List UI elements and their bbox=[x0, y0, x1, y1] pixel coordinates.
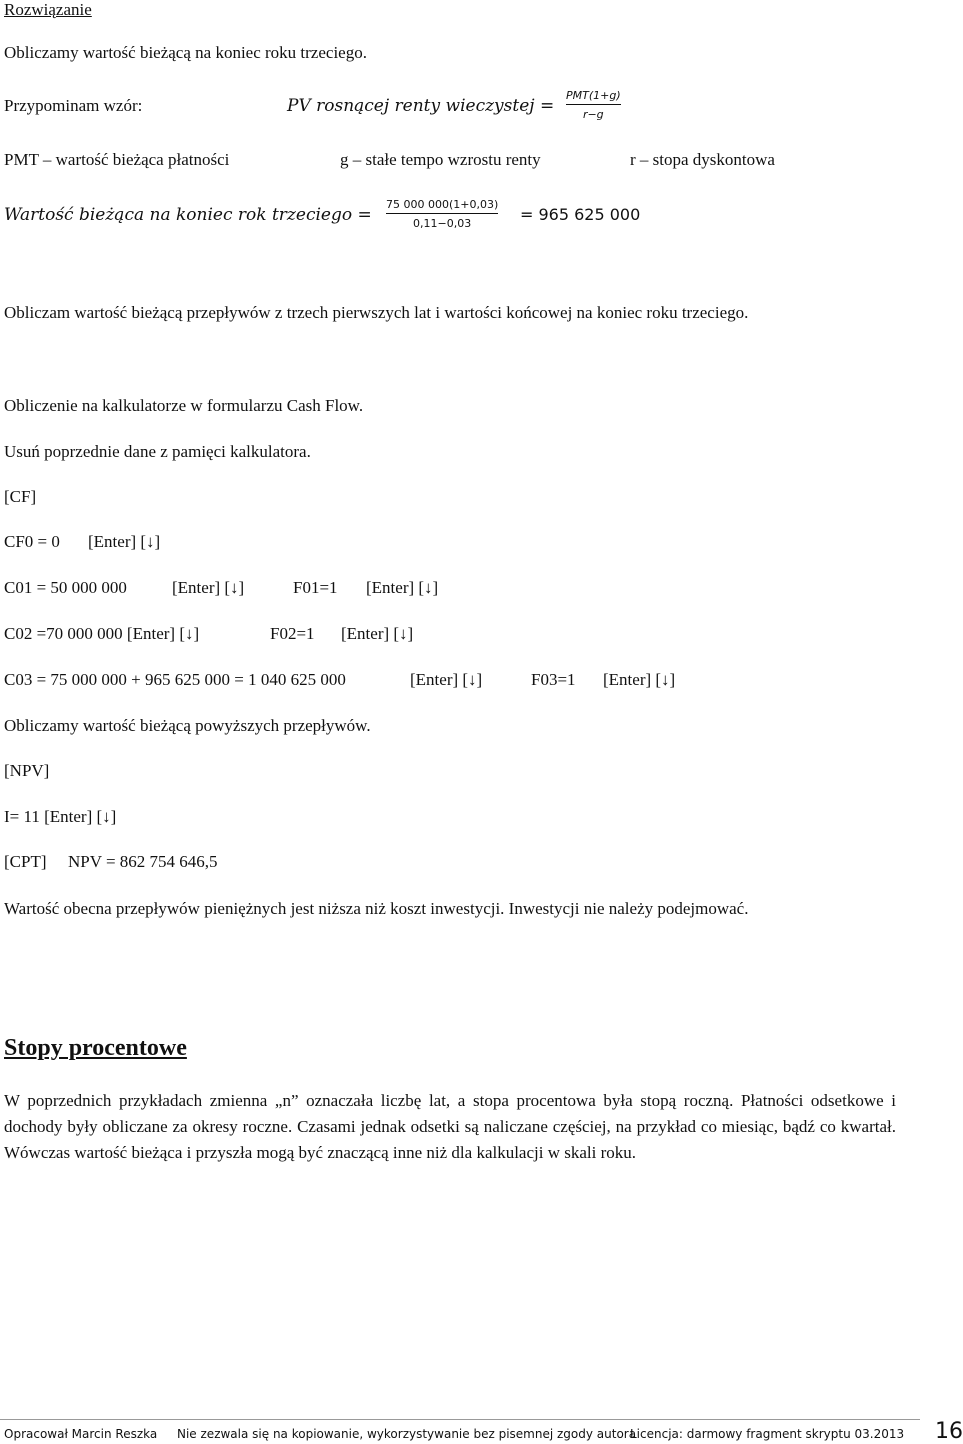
f01-value: F01=1 bbox=[293, 578, 338, 597]
formula2-fraction bbox=[386, 198, 498, 230]
clear-memory-note: Usuń poprzednie dane z pamięci kalkulatora. bbox=[4, 442, 311, 461]
formula1-fraction bbox=[566, 89, 621, 121]
f02-keys: [Enter] [↓] bbox=[341, 624, 414, 643]
c03-keys: [Enter] [↓] bbox=[410, 670, 483, 689]
fraction-bar bbox=[566, 104, 621, 105]
fraction-bar bbox=[386, 213, 498, 214]
formula2-lhs: Wartość bieżąca na koniec rok trzeciego = bbox=[4, 205, 372, 225]
c03-value: C03 = 75 000 000 + 965 625 000 = 1 040 625 000 bbox=[4, 670, 346, 689]
cf0-keys: [Enter] [↓] bbox=[88, 532, 161, 551]
formula1-prefix: Przypominam wzór: bbox=[4, 96, 143, 115]
npv-key: [NPV] bbox=[4, 761, 50, 780]
formula1-denominator: r−g bbox=[582, 108, 604, 121]
conclusion: Wartość obecna przepływów pieniężnych jest niższa niż koszt inwestycji. Inwestycji nie należy podejmować. bbox=[4, 899, 749, 918]
formula1-lhs: PV rosnącej renty wieczystej = bbox=[287, 96, 555, 116]
section-title: Rozwiązanie bbox=[4, 0, 92, 19]
cf-key: [CF] bbox=[4, 487, 37, 506]
c02-value: C02 =70 000 000 [Enter] [↓] bbox=[4, 624, 200, 643]
formula1-numerator: PMT(1+g) bbox=[566, 89, 621, 102]
rate-input: I= 11 [Enter] [↓] bbox=[4, 807, 117, 826]
formula2-denominator: 0,11−0,03 bbox=[413, 217, 472, 230]
footer-license: Licencja: darmowy fragment skryptu 03.2013 bbox=[630, 1427, 905, 1441]
footer-notice: Nie zezwala się na kopiowanie, wykorzystywanie bez pisemnej zgody autora bbox=[177, 1427, 637, 1441]
calculator-note: Obliczenie na kalkulatorze w formularzu Cash Flow. bbox=[4, 396, 364, 415]
cf0-value: CF0 = 0 bbox=[4, 532, 60, 551]
footer-rule bbox=[0, 1419, 920, 1420]
cpt-key: [CPT] bbox=[4, 852, 47, 871]
section-heading: Stopy procentowe bbox=[4, 1035, 187, 1061]
compute-note: Obliczamy wartość bieżącą powyższych przepływów. bbox=[4, 716, 371, 735]
footer-author: Opracował Marcin Reszka bbox=[4, 1427, 158, 1441]
formula2-result: = 965 625 000 bbox=[520, 205, 641, 224]
npv-result: NPV = 862 754 646,5 bbox=[68, 852, 218, 871]
pv-description: Obliczam wartość bieżącą przepływów z trzech pierwszych lat i wartości końcowej na koniec roku trzeciego. bbox=[4, 303, 749, 322]
f01-keys: [Enter] [↓] bbox=[366, 578, 439, 597]
c01-keys: [Enter] [↓] bbox=[172, 578, 245, 597]
f03-value: F03=1 bbox=[531, 670, 576, 689]
page-number: 16 bbox=[935, 1419, 963, 1444]
f02-value: F02=1 bbox=[270, 624, 315, 643]
formula2-numerator: 75 000 000(1+0,03) bbox=[386, 198, 499, 211]
legend-g: g – stałe tempo wzrostu renty bbox=[340, 150, 541, 169]
paragraph: W poprzednich przykładach zmienna „n” oznaczała liczbę lat, a stopa procentowa była stopą roczną. Płatności odsetkowe i dochody były obliczane za okresy roczne. Czasami jednak odsetki są naliczane częściej, na przykład co miesiąc, bądź co kwartał. Wówczas wartość bieżąca i przyszła mogą być znaczącą inne niż dla kalkulacji w skali roku. bbox=[4, 1091, 896, 1162]
intro-line: Obliczamy wartość bieżącą na koniec roku trzeciego. bbox=[4, 43, 367, 62]
legend-r: r – stopa dyskontowa bbox=[630, 150, 775, 169]
legend-pmt: PMT – wartość bieżąca płatności bbox=[4, 150, 230, 169]
c01-value: C01 = 50 000 000 bbox=[4, 578, 127, 597]
f03-keys: [Enter] [↓] bbox=[603, 670, 676, 689]
